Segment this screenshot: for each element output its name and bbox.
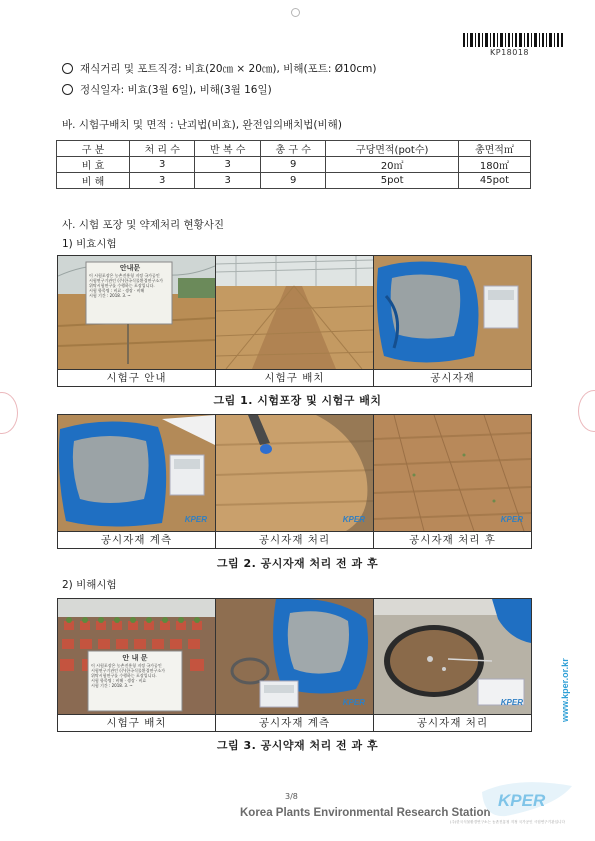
bullet-planting-date [62,82,272,97]
figure-1-photos [57,255,532,387]
table-header: 반 복 수 [195,141,260,157]
sign-line: 위탁시험연구를 수행하는 포장입니다. [91,672,157,678]
sign-line: 시험 항목명 : 비료 · 생장 · 비해 [89,287,145,293]
table-row [57,173,531,189]
table-header: 구당면적(pot수) [326,141,458,157]
table-row [57,157,531,173]
table-cell: 9 [260,173,325,189]
page-number: 3/8 [285,792,298,801]
figure-3-title: 그림 3. 공시약재 처리 전 과 후 [216,739,379,752]
table-header: 처 리 수 [130,141,195,157]
table-cell: 3 [195,157,260,173]
photo-caption: 공시자재 계측 [58,532,216,548]
sign-line: 시험연구기관인 (주)한국식물환경연구소가 [91,667,165,673]
photo-caption: 공시자재 [430,372,475,384]
sign-title: 안내문 [119,264,141,272]
barcode [463,33,563,47]
bullet-planting-distance [62,61,376,76]
section-heading-photos: 사. 시험 포장 및 약제처리 현황사진 [62,219,225,231]
photo-caption: 공시자재 처리 [216,532,374,548]
table-cell: 비 효 [57,157,130,173]
table-cell: 180㎡ [458,157,530,173]
sign-line: 시험 항목명 : 비해 · 생장 · 비효 [91,677,147,683]
photo-material-weighing [58,415,216,531]
subheading-phytotoxicity-trial: 2) 비해시험 [62,579,117,591]
sign-line: 위탁시험연구를 수행하는 포장입니다. [89,282,155,288]
table-cell: 5pot [326,173,458,189]
figure-2-title: 그림 2. 공시자재 처리 전 과 후 [216,557,379,570]
photo-material-weighing [216,599,374,714]
logo-text: KPER [498,791,546,810]
photo-caption: 공시자재 처리 후 [409,534,496,546]
sign-line: 시험연구기관인 (주)한국식물환경연구소가 [89,277,163,283]
footer-fine-print: (주)한국식물환경연구소는 농촌진흥청 지정 국가공인 시험연구기관입니다 [450,820,565,824]
table-header: 총면적㎡ [458,141,530,157]
photo-pot-layout [58,599,216,714]
figure-1-title: 그림 1. 시험포장 및 시험구 배치 [213,394,382,407]
subheading-fertilizer-trial: 1) 비효시험 [62,238,117,250]
figure-1-captions [58,369,531,386]
table-cell: 3 [130,173,195,189]
photo-caption: 시험구 배치 [216,370,374,386]
kper-logo-icon [476,778,576,820]
circle-bullet-icon [62,84,73,95]
photo-test-material [374,256,531,369]
figure-2-captions [58,531,531,548]
figure-2-photos [57,414,532,549]
kper-watermark: KPER [342,698,365,707]
table-header-row [57,141,531,157]
footer-station-name: Korea Plants Environmental Research Station [240,807,491,819]
kper-watermark: KPER [500,515,523,524]
notice-sign [91,654,179,708]
circle-bullet-icon [62,63,73,74]
kper-watermark: KPER [342,515,365,524]
sign-line: 이 시험포장은 농촌진흥청 지정 국가공인 [91,662,162,668]
sign-line: 시험 기간 : 2018. 3. ~ [89,292,131,298]
photo-material-application [374,599,531,714]
photo-caption: 공시자재 처리 [416,717,489,729]
table-cell: 9 [260,157,325,173]
binder-hole [291,8,300,17]
website-url: www.kper.or.kr [560,658,570,722]
table-cell: 비 해 [57,173,130,189]
table-cell: 3 [130,157,195,173]
photo-caption: 공시자재 계측 [216,715,374,731]
sign-line: 이 시험포장은 농촌진흥청 지정 국가공인 [89,272,160,278]
table-cell: 45pot [458,173,530,189]
photo-material-application [216,415,374,531]
photo-trial-notice-sign [58,256,216,369]
table-header: 총 구 수 [260,141,325,157]
trial-layout-table [56,140,531,189]
notice-sign [89,264,171,322]
sign-title: 안 내 문 [122,654,148,662]
sign-line: 시험 기간 : 2018. 3. ~ [91,682,133,688]
bullet-text: 정식일자: 비효(3월 6일), 비해(3월 16일) [80,84,272,96]
photo-after-application [374,415,531,531]
table-header: 구 분 [57,141,130,157]
figure-3-captions [58,714,531,731]
photo-caption: 시험구 안내 [58,370,216,386]
figure-3-photos [57,598,532,732]
kper-watermark: KPER [500,698,523,707]
photo-plot-layout [216,256,374,369]
kper-watermark: KPER [184,515,207,524]
document-code: KP18018 [490,48,530,57]
section-heading-layout: 바. 시험구배치 및 면적 : 난괴법(비효), 완전임의배치법(비해) [62,119,342,131]
table-cell: 3 [195,173,260,189]
photo-caption: 시험구 배치 [58,715,216,731]
table-cell: 20㎡ [326,157,458,173]
bullet-text: 재식거리 및 포트직경: 비효(20㎝ × 20㎝), 비해(포트: Ø10cm) [80,63,377,75]
